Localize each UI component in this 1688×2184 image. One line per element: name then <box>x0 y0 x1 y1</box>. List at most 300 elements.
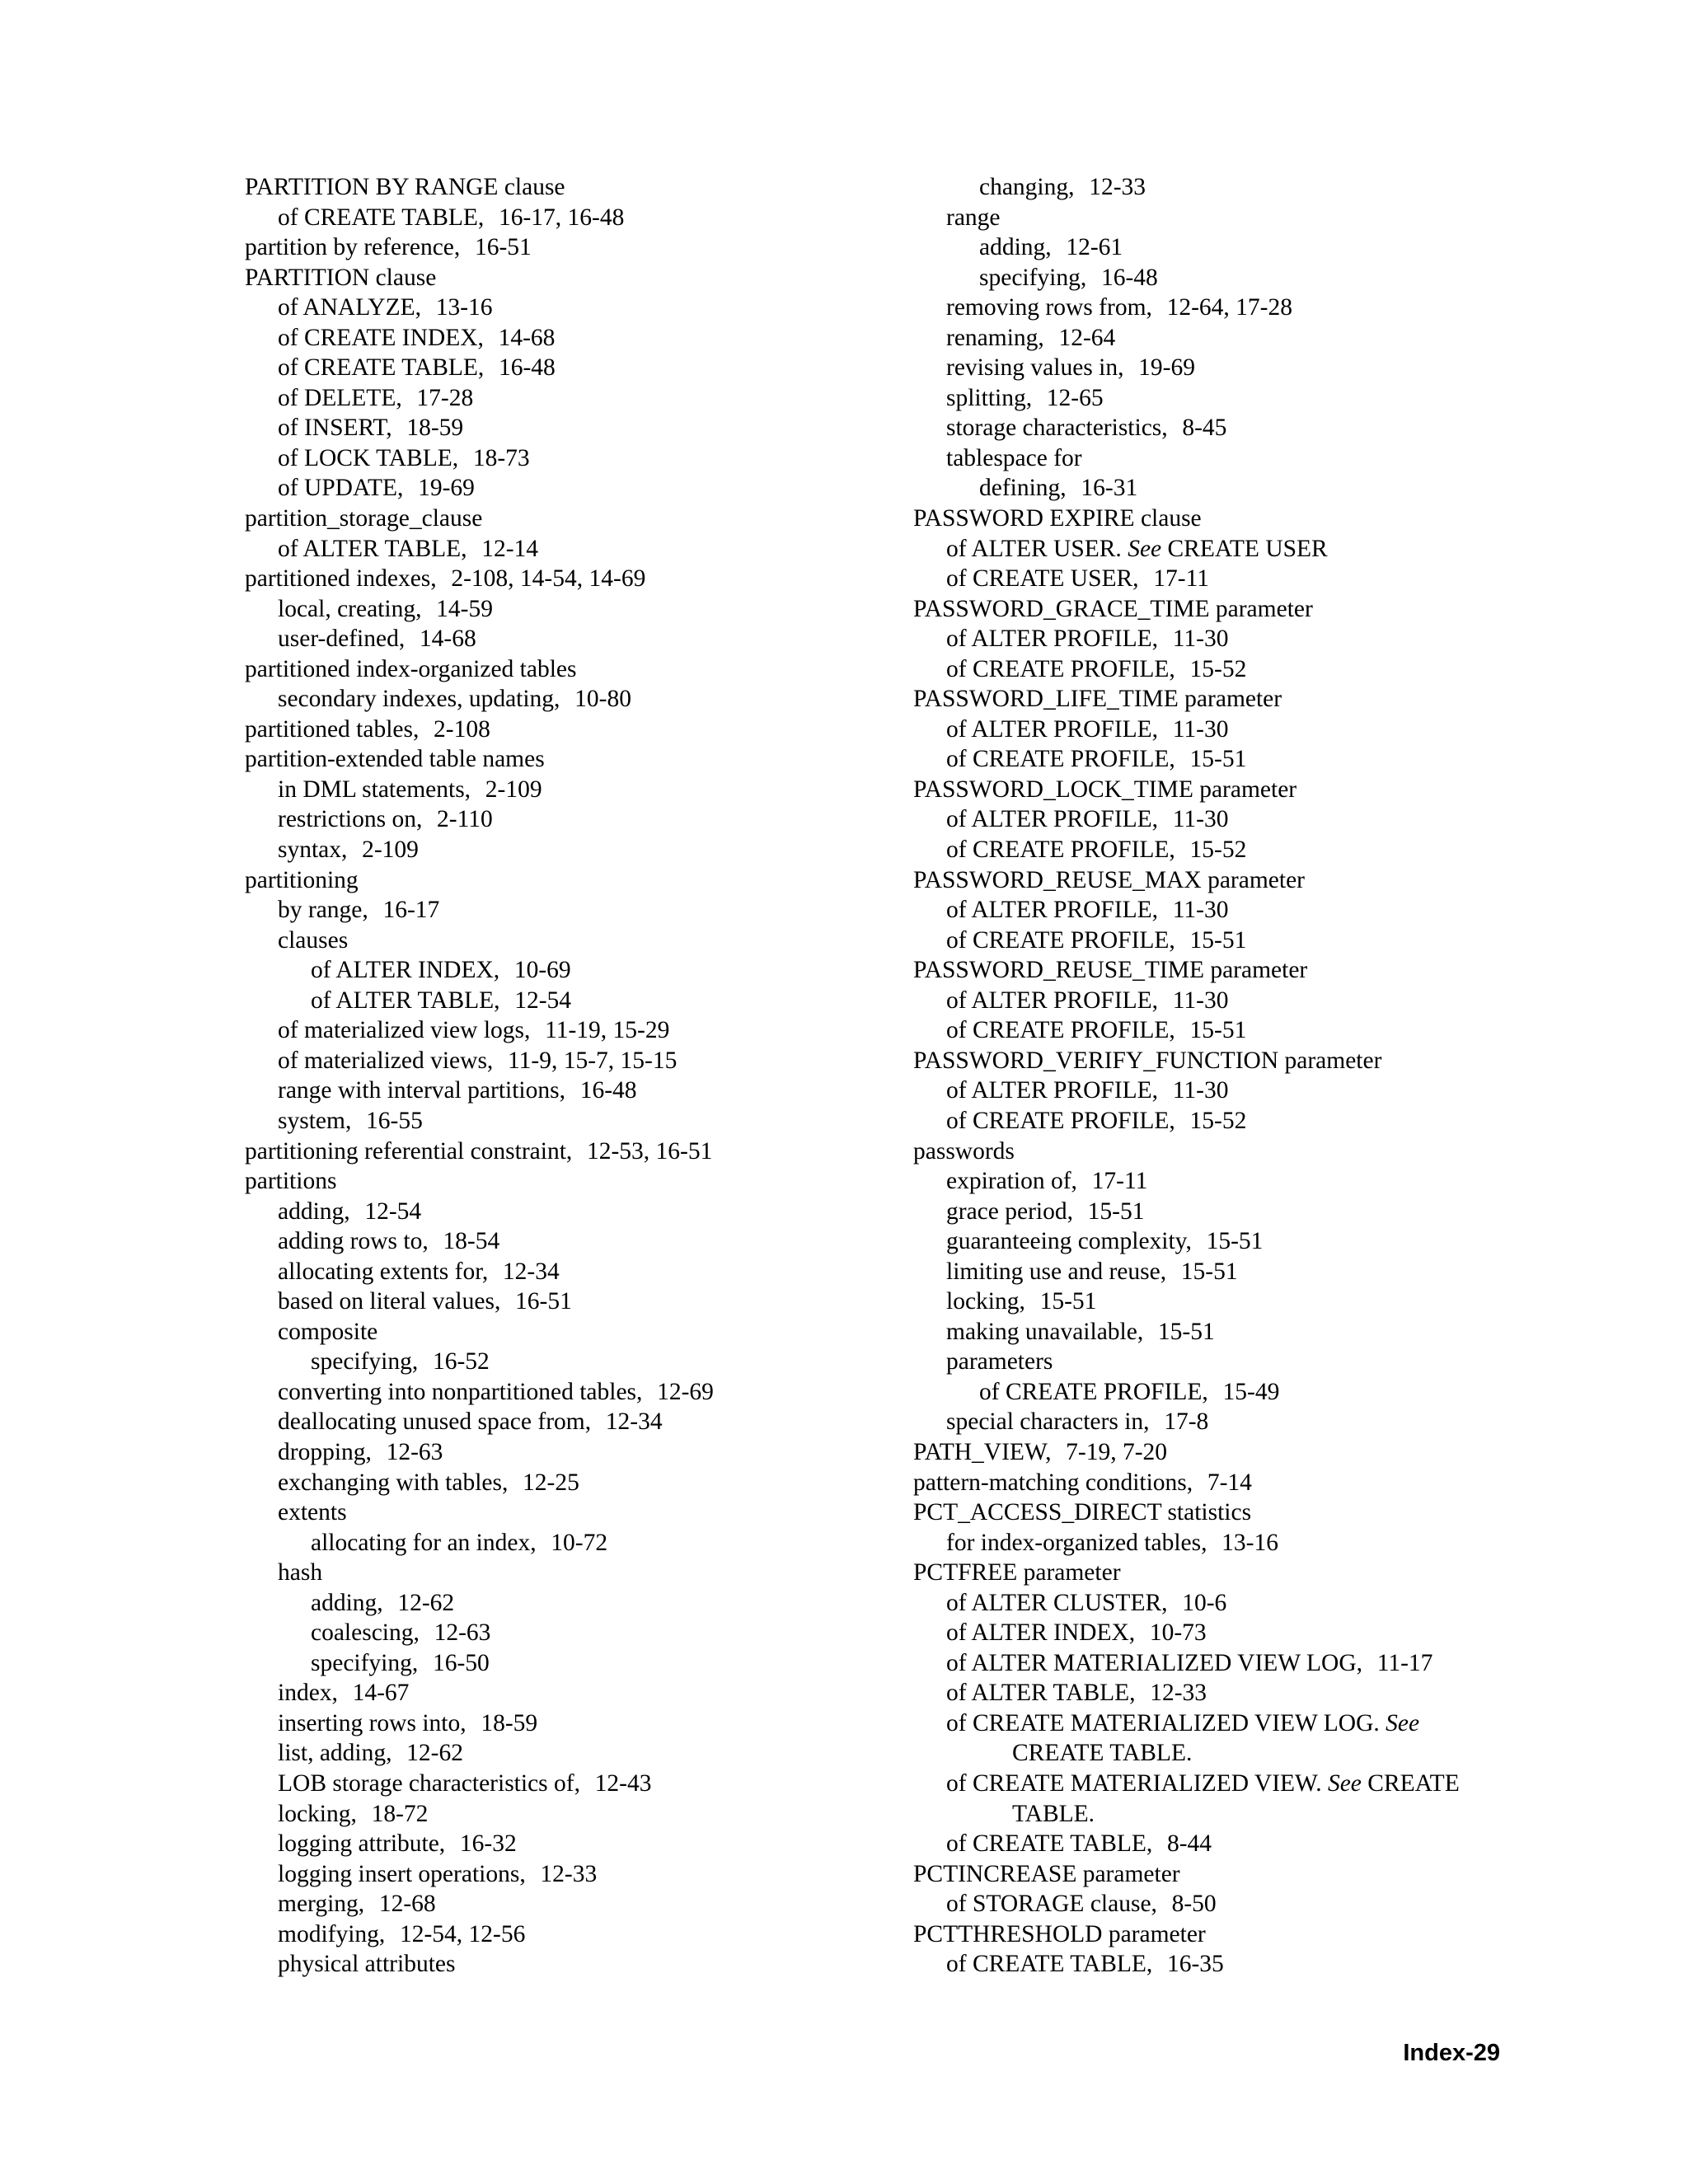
index-entry <box>245 865 921 896</box>
index-entry <box>245 1468 921 1498</box>
page-reference: 15-49 <box>1222 1378 1280 1405</box>
index-term: passwords <box>913 1137 1015 1165</box>
index-entry <box>245 1769 921 1799</box>
index-entry <box>913 443 1589 474</box>
index-term: specifying, <box>311 1348 419 1376</box>
index-term: of INSERT, <box>278 415 392 442</box>
index-column-right <box>913 172 1589 1980</box>
page-reference: 16-17 <box>382 897 440 924</box>
page-reference: 15-51 <box>1157 1318 1215 1345</box>
page-reference: 12-62 <box>406 1740 463 1767</box>
index-entry <box>245 353 921 383</box>
index-entry <box>913 383 1589 414</box>
index-entry <box>913 865 1589 896</box>
index-entry <box>913 1106 1589 1137</box>
index-term: adding, <box>278 1197 350 1225</box>
index-term: partitions <box>245 1168 337 1195</box>
index-entry <box>245 895 921 926</box>
index-term: dropping, <box>278 1438 372 1465</box>
index-term: for index-organized tables, <box>946 1529 1207 1556</box>
index-entry <box>245 1166 921 1197</box>
index-entry <box>913 1257 1589 1287</box>
index-entry <box>913 594 1589 625</box>
page-reference: 16-51 <box>515 1288 572 1315</box>
page-reference: 8-50 <box>1171 1891 1217 1918</box>
index-entry <box>245 1829 921 1859</box>
index-term: revising values in, <box>946 354 1124 382</box>
index-term: extents <box>278 1499 347 1526</box>
index-entry <box>245 1859 921 1890</box>
index-entry <box>245 473 921 504</box>
index-term: of materialized view logs, <box>278 1017 531 1044</box>
page-reference: 18-73 <box>472 444 530 471</box>
index-entry <box>913 1708 1589 1739</box>
index-entry <box>913 263 1589 293</box>
index-term: partitioned indexes, <box>245 565 437 593</box>
index-term: PASSWORD_LIFE_TIME parameter <box>913 686 1282 713</box>
index-term: of CREATE TABLE, <box>946 1830 1153 1858</box>
index-term: of ALTER INDEX, <box>946 1619 1136 1647</box>
page-reference: 16-52 <box>432 1348 490 1376</box>
page-reference: 12-54 <box>364 1197 422 1225</box>
page-reference: 12-62 <box>397 1589 455 1616</box>
index-entry <box>913 1317 1589 1347</box>
index-entry <box>913 1286 1589 1317</box>
index-entry <box>913 293 1589 323</box>
page-reference: 16-48 <box>579 1077 637 1104</box>
index-term: specifying, <box>979 264 1087 291</box>
index-entry <box>245 1528 921 1558</box>
page-reference: 8-44 <box>1166 1830 1212 1858</box>
index-entry <box>245 775 921 805</box>
index-entry <box>913 624 1589 654</box>
index-entry <box>913 1468 1589 1498</box>
index-term: PATH_VIEW, <box>913 1438 1052 1465</box>
index-entry <box>245 955 921 986</box>
index-column-left <box>245 172 921 1980</box>
page-reference: 14-68 <box>419 626 476 653</box>
index-term: specifying, <box>311 1649 419 1676</box>
index-term: secondary indexes, updating, <box>278 686 560 713</box>
page-reference: 15-51 <box>1180 1258 1238 1285</box>
index-term: of ALTER USER. <box>946 535 1122 562</box>
index-term: allocating extents for, <box>278 1258 489 1285</box>
index-term: PARTITION BY RANGE clause <box>245 174 565 200</box>
index-entry <box>245 1437 921 1468</box>
page-reference: 11-30 <box>1172 1077 1229 1104</box>
page-reference: 11-19, 15-29 <box>545 1017 670 1044</box>
index-term: of ALTER PROFILE, <box>946 626 1159 653</box>
index-entry <box>245 323 921 354</box>
index-term: system, <box>278 1107 352 1134</box>
index-term: of ALTER PROFILE, <box>946 987 1159 1014</box>
index-term: of CREATE PROFILE, <box>946 746 1175 773</box>
page-reference: 12-54, 12-56 <box>399 1920 526 1947</box>
index-term: adding, <box>979 234 1052 261</box>
index-term: making unavailable, <box>946 1318 1144 1345</box>
index-entry <box>245 1226 921 1257</box>
index-term: PASSWORD_VERIFY_FUNCTION parameter <box>913 1047 1382 1074</box>
index-entry <box>245 744 921 775</box>
index-entry <box>245 293 921 323</box>
page-reference: 11-30 <box>1172 806 1229 833</box>
page-reference: 2-109 <box>362 837 419 864</box>
page-reference: 10-6 <box>1182 1589 1227 1616</box>
index-entry <box>913 1347 1589 1377</box>
page-reference: 10-72 <box>551 1529 608 1556</box>
page-reference: 12-69 <box>657 1378 714 1405</box>
index-term: partition_storage_clause <box>245 505 483 532</box>
index-entry <box>913 1678 1589 1708</box>
index-term: allocating for an index, <box>311 1529 537 1556</box>
index-entry <box>245 504 921 534</box>
index-term: by range, <box>278 897 368 924</box>
page-reference: 15-51 <box>1087 1197 1145 1225</box>
index-entry <box>913 895 1589 926</box>
index-term: partitioning <box>245 866 359 893</box>
index-entry <box>913 1588 1589 1619</box>
index-term: storage characteristics, <box>946 415 1168 442</box>
index-term: partitioning referential constraint, <box>245 1137 573 1165</box>
index-term: deallocating unused space from, <box>278 1408 592 1436</box>
page-reference: 15-52 <box>1189 1107 1247 1134</box>
index-term: of CREATE PROFILE, <box>946 837 1175 864</box>
index-entry <box>245 564 921 594</box>
index-term: parameters <box>946 1348 1053 1376</box>
index-entry <box>245 1197 921 1227</box>
index-term: of LOCK TABLE, <box>278 444 459 471</box>
page-reference: 15-51 <box>1039 1288 1097 1315</box>
index-entry <box>245 172 921 203</box>
index-entry <box>245 413 921 443</box>
index-term: of ALTER TABLE, <box>278 535 467 562</box>
page-reference: 12-25 <box>523 1469 579 1496</box>
index-entry <box>245 534 921 565</box>
page-reference: 13-16 <box>435 294 493 321</box>
index-term: partition-extended table names <box>245 746 545 773</box>
page-reference: 12-68 <box>378 1891 436 1918</box>
index-term: of CREATE PROFILE, <box>946 926 1175 954</box>
page-reference: 17-11 <box>1091 1168 1148 1195</box>
index-entry <box>913 413 1589 443</box>
index-term: of CREATE TABLE, <box>278 204 485 231</box>
index-term: PASSWORD_GRACE_TIME parameter <box>913 595 1313 622</box>
page-reference: 12-65 <box>1046 384 1104 411</box>
page-reference: 16-31 <box>1081 475 1138 502</box>
index-entry <box>913 1197 1589 1227</box>
index-entry <box>913 654 1589 685</box>
index-term: grace period, <box>946 1197 1073 1225</box>
index-term: local, creating, <box>278 595 422 622</box>
index-entry <box>245 263 921 293</box>
index-term: locking, <box>946 1288 1025 1315</box>
index-term: PASSWORD EXPIRE clause <box>913 505 1202 532</box>
index-term: syntax, <box>278 837 348 864</box>
page-reference: 16-55 <box>366 1107 423 1134</box>
page-reference: 11-30 <box>1172 987 1229 1014</box>
index-entry <box>245 1046 921 1076</box>
index-entry <box>245 1618 921 1648</box>
index-entry <box>245 203 921 233</box>
index-entry <box>245 1317 921 1347</box>
index-entry <box>913 473 1589 504</box>
page-reference: 12-14 <box>481 535 539 562</box>
index-term: pattern-matching conditions, <box>913 1469 1193 1496</box>
page-reference: 12-64, 17-28 <box>1166 294 1292 321</box>
index-term: of ALTER TABLE, <box>311 987 500 1014</box>
page-reference: 16-48 <box>1100 264 1158 291</box>
page-reference: 17-8 <box>1164 1408 1209 1436</box>
page-reference: 2-109 <box>485 776 542 803</box>
index-entry <box>913 775 1589 805</box>
index-entry <box>913 1377 1589 1408</box>
index-term: of CREATE TABLE, <box>278 354 485 382</box>
index-term: of CREATE INDEX, <box>278 324 484 351</box>
page-reference: 10-80 <box>574 686 631 713</box>
index-term: coalescing, <box>311 1619 420 1647</box>
index-term: logging attribute, <box>278 1830 446 1858</box>
page-reference: 12-43 <box>594 1769 652 1797</box>
index-entry <box>245 1678 921 1708</box>
page-reference: 10-73 <box>1149 1619 1207 1647</box>
index-term: of CREATE PROFILE, <box>946 1017 1175 1044</box>
page-reference: 16-51 <box>474 234 532 261</box>
index-term: adding, <box>311 1589 383 1616</box>
index-term: logging insert operations, <box>278 1860 526 1887</box>
index-term: tablespace for <box>946 444 1082 471</box>
index-term: modifying, <box>278 1920 386 1947</box>
index-term: merging, <box>278 1891 365 1918</box>
index-term: index, <box>278 1680 338 1707</box>
index-term: CREATE TABLE. <box>1012 1740 1193 1767</box>
index-entry <box>913 926 1589 956</box>
index-entry <box>245 684 921 715</box>
index-entry <box>913 1799 1589 1830</box>
page-reference: 15-51 <box>1189 926 1247 954</box>
index-term: of ALTER PROFILE, <box>946 715 1159 743</box>
index-term: of ALTER CLUSTER, <box>946 1589 1168 1616</box>
index-term: restrictions on, <box>278 806 423 833</box>
page-reference: 2-108 <box>434 715 490 743</box>
index-term: clauses <box>278 926 349 954</box>
index-term: of ALTER INDEX, <box>311 957 500 984</box>
page-reference: 11-9, 15-7, 15-15 <box>507 1047 678 1074</box>
index-term: range <box>946 204 1001 231</box>
index-entry <box>245 1377 921 1408</box>
page-reference: 12-33 <box>1089 174 1146 200</box>
index-entry <box>913 1407 1589 1437</box>
page-reference: 12-61 <box>1066 234 1123 261</box>
index-entry <box>913 835 1589 865</box>
page-reference: 17-28 <box>416 384 474 411</box>
see-target: CREATE USER <box>1167 535 1328 562</box>
index-term: special characters in, <box>946 1408 1150 1436</box>
index-entry <box>245 715 921 745</box>
page-reference: 14-68 <box>498 324 556 351</box>
index-entry <box>245 1076 921 1106</box>
index-term: range with interval partitions, <box>278 1077 565 1104</box>
page-reference: 16-17, 16-48 <box>498 204 625 231</box>
index-term: inserting rows into, <box>278 1709 467 1736</box>
index-entry <box>245 1347 921 1377</box>
index-entry <box>913 1618 1589 1648</box>
index-term: of materialized views, <box>278 1047 494 1074</box>
index-term: partitioned index-organized tables <box>245 655 577 682</box>
page-reference: 12-64 <box>1058 324 1116 351</box>
page-reference: 8-45 <box>1182 415 1227 442</box>
index-entry <box>245 1137 921 1167</box>
index-term: limiting use and reuse, <box>946 1258 1167 1285</box>
page-reference: 11-17 <box>1376 1649 1433 1676</box>
index-term: defining, <box>979 475 1067 502</box>
index-term: guaranteeing complexity, <box>946 1228 1192 1255</box>
index-entry <box>245 624 921 654</box>
index-term: user-defined, <box>278 626 406 653</box>
index-entry <box>913 1949 1589 1980</box>
index-term: physical attributes <box>278 1951 456 1978</box>
index-term: PCT_ACCESS_DIRECT statistics <box>913 1499 1252 1526</box>
page-reference: 19-69 <box>1138 354 1195 382</box>
index-term: in DML statements, <box>278 776 471 803</box>
page-reference: 15-52 <box>1189 837 1247 864</box>
index-entry <box>245 1738 921 1769</box>
index-entry <box>913 1648 1589 1679</box>
page-reference: 16-32 <box>459 1830 517 1858</box>
page-reference: 12-63 <box>434 1619 491 1647</box>
index-term: adding rows to, <box>278 1228 429 1255</box>
index-term: exchanging with tables, <box>278 1469 509 1496</box>
index-term: based on literal values, <box>278 1288 501 1315</box>
index-entry <box>245 232 921 263</box>
page-reference: 18-59 <box>406 415 464 442</box>
page-reference: 18-59 <box>481 1709 538 1736</box>
index-entry <box>245 1407 921 1437</box>
index-term: of UPDATE, <box>278 475 404 502</box>
index-entry <box>245 1015 921 1046</box>
index-entry <box>245 1919 921 1950</box>
index-term: changing, <box>979 174 1075 200</box>
index-entry <box>913 1528 1589 1558</box>
index-term: of DELETE, <box>278 384 402 411</box>
index-term: converting into nonpartitioned tables, <box>278 1378 643 1405</box>
index-entry <box>245 804 921 835</box>
index-entry <box>245 1799 921 1830</box>
index-term: partition by reference, <box>245 234 461 261</box>
page-reference: 15-52 <box>1189 655 1247 682</box>
index-entry <box>245 1106 921 1137</box>
index-entry <box>913 323 1589 354</box>
page-reference: 13-16 <box>1221 1529 1278 1556</box>
page-reference: 2-110 <box>437 806 493 833</box>
page-reference: 17-11 <box>1153 565 1209 593</box>
index-term: composite <box>278 1318 378 1345</box>
page-reference: 11-30 <box>1172 897 1229 924</box>
index-term: PARTITION clause <box>245 264 437 291</box>
index-entry <box>913 744 1589 775</box>
index-entry <box>245 1708 921 1739</box>
page-reference: 12-34 <box>605 1408 663 1436</box>
index-term: LOB storage characteristics of, <box>278 1769 580 1797</box>
index-term: locking, <box>278 1800 357 1827</box>
index-term: TABLE. <box>1012 1800 1095 1827</box>
index-entry <box>245 1648 921 1679</box>
index-term: PASSWORD_REUSE_MAX parameter <box>913 866 1305 893</box>
index-entry <box>913 203 1589 233</box>
index-entry <box>245 383 921 414</box>
page-reference: 16-48 <box>498 354 556 382</box>
index-term: of CREATE MATERIALIZED VIEW. <box>946 1769 1322 1797</box>
index-entry <box>245 1949 921 1980</box>
index-term: of STORAGE clause, <box>946 1891 1157 1918</box>
index-term: of ALTER PROFILE, <box>946 806 1159 833</box>
index-entry <box>913 534 1589 565</box>
index-term: of ALTER MATERIALIZED VIEW LOG, <box>946 1649 1363 1676</box>
index-entry <box>913 172 1589 203</box>
index-entry <box>245 1497 921 1528</box>
index-entry <box>913 1558 1589 1588</box>
index-term: PCTTHRESHOLD parameter <box>913 1920 1206 1947</box>
page-reference: 12-34 <box>502 1258 560 1285</box>
page-reference: 15-51 <box>1206 1228 1264 1255</box>
index-entry <box>913 232 1589 263</box>
see-reference: See <box>1327 1769 1362 1797</box>
page-reference: 10-69 <box>513 957 571 984</box>
index-entry <box>913 1015 1589 1046</box>
index-entry <box>245 1588 921 1619</box>
page-number: Index-29 <box>1403 2040 1500 2066</box>
page-reference: 14-67 <box>352 1680 410 1707</box>
index-term: partitioned tables, <box>245 715 420 743</box>
index-entry <box>245 594 921 625</box>
index-entry <box>245 654 921 685</box>
index-entry <box>913 684 1589 715</box>
page-reference: 7-14 <box>1207 1469 1252 1496</box>
page-reference: 18-72 <box>371 1800 429 1827</box>
see-target: CREATE <box>1367 1769 1460 1797</box>
index-term: PASSWORD_LOCK_TIME parameter <box>913 776 1297 803</box>
page-reference: 7-19, 7-20 <box>1066 1438 1168 1465</box>
index-entry <box>913 504 1589 534</box>
see-reference: See <box>1386 1709 1420 1736</box>
index-term: of CREATE PROFILE, <box>946 655 1175 682</box>
see-reference: See <box>1128 535 1162 562</box>
index-entry <box>913 1076 1589 1106</box>
index-term: PCTFREE parameter <box>913 1559 1121 1586</box>
index-term: of ALTER PROFILE, <box>946 1077 1159 1104</box>
index-term: of ALTER TABLE, <box>946 1680 1136 1707</box>
index-term: renaming, <box>946 324 1044 351</box>
index-entry <box>913 1166 1589 1197</box>
index-entry <box>245 1889 921 1919</box>
index-entry <box>913 715 1589 745</box>
index-term: hash <box>278 1559 323 1586</box>
index-entry <box>913 1046 1589 1076</box>
index-term: of CREATE PROFILE, <box>946 1107 1175 1134</box>
index-entry <box>245 1257 921 1287</box>
page-reference: 18-54 <box>443 1228 500 1255</box>
index-entry <box>245 926 921 956</box>
index-term: expiration of, <box>946 1168 1077 1195</box>
index-entry <box>913 1919 1589 1950</box>
index-entry <box>245 1558 921 1588</box>
index-entry <box>245 443 921 474</box>
index-entry <box>245 1286 921 1317</box>
page-reference: 15-51 <box>1189 1017 1247 1044</box>
index-term: removing rows from, <box>946 294 1152 321</box>
page-reference: 12-54 <box>514 987 572 1014</box>
page-reference: 15-51 <box>1189 746 1247 773</box>
page-reference: 14-59 <box>436 595 493 622</box>
